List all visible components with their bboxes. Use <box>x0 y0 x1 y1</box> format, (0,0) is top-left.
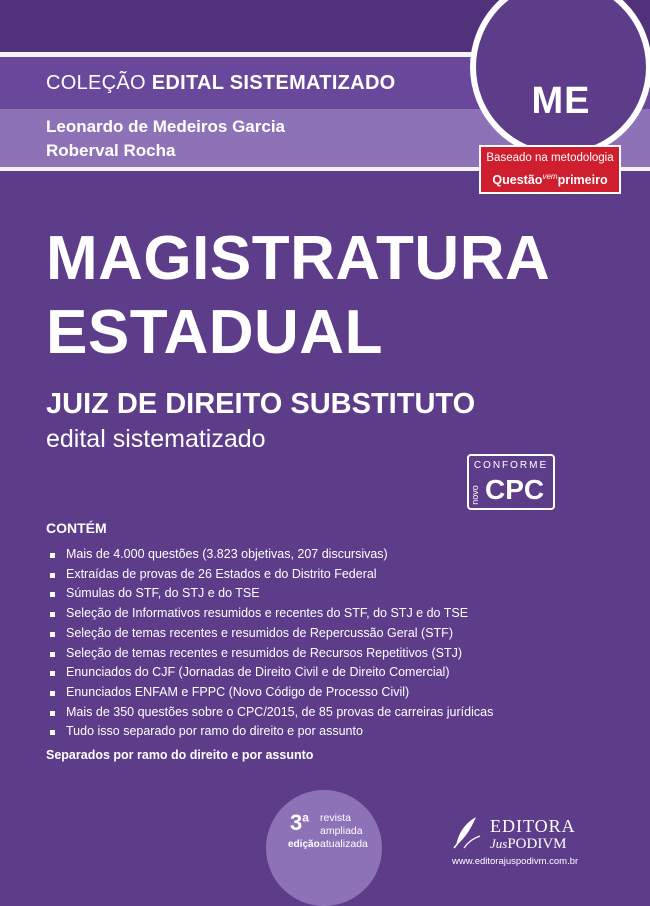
contents-item: Mais de 350 questões sobre o CPC/2015, de 85 provas de carreiras jurídicas <box>50 703 493 723</box>
contents-item: Enunciados do CJF (Jornadas de Direito Civil e de Direito Comercial) <box>50 663 493 683</box>
methodology-word-1: Questão <box>492 173 543 188</box>
methodology-line: Baseado na metodologia <box>486 152 614 164</box>
contents-item: Seleção de temas recentes e resumidos de Recursos Repetitivos (STJ) <box>50 644 493 664</box>
contents-item: Seleção de Informativos resumidos e recentes do STF, do STJ e do TSE <box>50 604 493 624</box>
author-1: Leonardo de Medeiros Garcia <box>46 117 286 136</box>
cpc-seal-side: novo <box>469 485 480 505</box>
edition-desc-line: atualizada <box>320 838 368 850</box>
contents-item: Seleção de temas recentes e resumidos de Repercussão Geral (STF) <box>50 624 493 644</box>
publisher-subname <box>490 836 567 853</box>
contents-footer-note: Separados por ramo do direito e por assunto <box>46 748 314 762</box>
contents-item: Mais de 4.000 questões (3.823 objetivas, 207 discursivas) <box>50 545 493 565</box>
edition-number-value: 3 <box>290 810 303 835</box>
series-name: EDITAL SISTEMATIZADO <box>151 72 396 94</box>
feather-logo-icon <box>450 814 484 850</box>
contents-list <box>50 545 493 742</box>
series-prefix: COLEÇÃO <box>46 72 152 94</box>
edition-label: edição <box>288 839 320 850</box>
methodology-small-word: vem <box>542 172 558 181</box>
series-title <box>46 72 396 95</box>
edition-number <box>290 810 309 836</box>
publisher-name: EDITORA <box>490 816 576 836</box>
edition-desc-line: ampliada <box>320 825 363 837</box>
contents-item: Enunciados ENFAM e FPPC (Novo Código de Processo Civil) <box>50 683 493 703</box>
publisher-url: www.editorajuspodivm.com.br <box>452 856 579 867</box>
cpc-seal-main: CPC <box>485 474 545 505</box>
publisher-subname-main: PODIVM <box>507 836 567 852</box>
edition-desc-line: revista <box>320 812 351 824</box>
title-line-1: MAGISTRATURA <box>46 224 551 293</box>
subtitle: JUIZ DE DIREITO SUBSTITUTO <box>46 388 476 420</box>
edition-ordinal: a <box>302 810 309 825</box>
title-line-2: ESTADUAL <box>46 298 383 367</box>
contents-item: Tudo isso separado por ramo do direito e por assunto <box>50 722 493 742</box>
contents-heading: CONTÉM <box>46 520 107 536</box>
methodology-name <box>481 172 619 188</box>
cpc-seal <box>467 454 555 510</box>
author-2: Roberval Rocha <box>46 141 176 160</box>
badge-label: ME <box>531 80 591 122</box>
subtitle-secondary: edital sistematizado <box>46 425 266 453</box>
contents-item: Súmulas do STF, do STJ e do TSE <box>50 584 493 604</box>
cpc-seal-top: CONFORME <box>473 460 549 471</box>
methodology-badge <box>479 145 621 194</box>
edition-description <box>320 812 368 851</box>
contents-item: Extraídas de provas de 26 Estados e do Distrito Federal <box>50 565 493 585</box>
publisher-subname-italic: Jus <box>490 836 508 851</box>
methodology-word-2: primeiro <box>557 173 608 188</box>
